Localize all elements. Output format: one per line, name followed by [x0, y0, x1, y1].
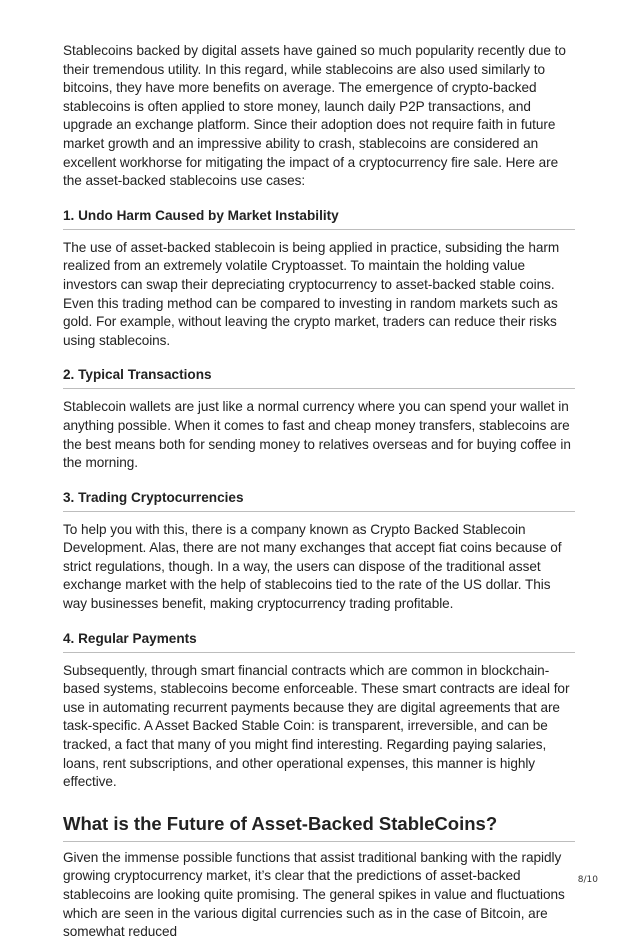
- section-regular-payments: [63, 630, 575, 792]
- section-typical-transactions: [63, 366, 575, 472]
- intro-paragraph: Stablecoins backed by digital assets have gained so much popularity recently due to their tremendous utility. In this regard, while stablecoins are also used similarly to bitcoins, they have more benefits on average. The emergence of crypto-backed stablecoins is often applied to store money, launch daily P2P transactions, and upgrade an exchange platform. Since their adoption does not require faith in future market growth and an impressive ability to crash, stablecoins are considered an excellent workhorse for mitigating the impact of a cryptocurrency fire sale. Here are the asset-backed stablecoins use cases:: [63, 43, 566, 189]
- section-future: [63, 812, 575, 942]
- section-heading: 1. Undo Harm Caused by Market Instability: [63, 207, 575, 230]
- section-body: To help you with this, there is a company known as Crypto Backed Stablecoin Development. Alas, there are not many exchanges that accept fiat coins because of strict regulations, though. In a way, the users can dispose of the traditional asset exchange market with the help of stablecoins tied to the rate of the US dollar. This way businesses benefit, making cryptocurrency trading profitable.: [63, 521, 562, 612]
- section-body: Subsequently, through smart financial contracts which are common in blockchain-based systems, stablecoins become enforceable. These smart contracts are ideal for use in automating recurrent payments because they are digital agreements that are task-specific. A Asset Backed Stable Coin: is transparent, irreversible, and can be tracked, a fact that many of you might find interesting. Regarding paying salaries, loans, rent subscriptions, and other operational expenses, this manner is highly effective.: [63, 662, 570, 790]
- future-heading: What is the Future of Asset-Backed StableCoins?: [63, 812, 575, 842]
- future-body: Given the immense possible functions that assist traditional banking with the rapidly growing cryptocurrency market, it’s clear that the predictions of asset-backed stablecoins are looking quite promising. The general spikes in value and fluctuations which are seen in the various digital currencies such as in the case of Bitcoin, are somewhat reduced: [63, 849, 565, 940]
- section-market-instability: [63, 207, 575, 351]
- page-number: 8/10: [577, 875, 598, 885]
- document-page: [63, 42, 575, 942]
- section-body: The use of asset-backed stablecoin is being applied in practice, subsiding the harm realized from an extremely volatile Cryptoasset. To maintain the holding value investors can swap their depreciating cryptocurrency to asset-backed stable coins. Even this trading method can be compared to investing in random markets such as gold. For example, without leaving the crypto market, traders can reduce their risks using stablecoins.: [63, 239, 560, 348]
- section-trading-cryptocurrencies: [63, 489, 575, 614]
- section-heading: 2. Typical Transactions: [63, 366, 575, 389]
- section-heading: 3. Trading Cryptocurrencies: [63, 489, 575, 512]
- section-heading: 4. Regular Payments: [63, 630, 575, 653]
- section-body: Stablecoin wallets are just like a normal currency where you can spend your wallet in anything possible. When it comes to fast and cheap money transfers, stablecoins are the best means both for sending money to relatives overseas and for buying coffee in the morning.: [63, 399, 571, 471]
